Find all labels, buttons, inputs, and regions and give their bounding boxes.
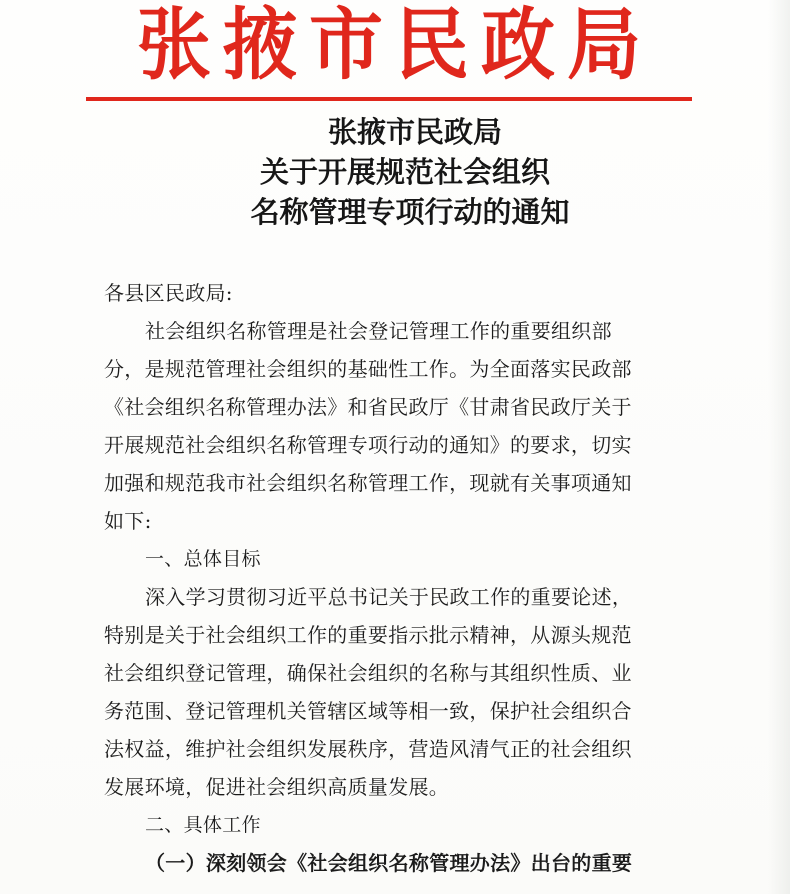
section-1-line-6: 发展环境，促进社会组织高质量发展。: [104, 775, 450, 799]
section-1-line-4: 务范围、登记管理机关管辖区域等相一致，保护社会组织合: [104, 699, 632, 723]
section-1-heading: 一、总体目标: [145, 548, 261, 570]
section-1-line-1: 深入学习贯彻习近平总书记关于民政工作的重要论述，: [145, 585, 633, 609]
section-2-subheading-1: （一）深刻领会《社会组织名称管理办法》出台的重要: [145, 851, 633, 875]
red-divider-line: [86, 97, 692, 101]
red-masthead: 张掖市民政局: [137, 0, 653, 91]
intro-line-1: 社会组织名称管理是社会登记管理工作的重要组织部: [145, 319, 612, 343]
intro-line-6: 如下:: [104, 509, 152, 533]
section-1-line-2: 特别是关于社会组织工作的重要指示批示精神，从源头规范: [104, 623, 632, 647]
title-line-2: 关于开展规范社会组织: [259, 155, 550, 189]
document-title: [0, 112, 790, 232]
intro-paragraph: [104, 312, 664, 540]
intro-line-4: 开展规范社会组织名称管理专项行动的通知》的要求，切实: [104, 433, 632, 457]
salutation: 各县区民政局:: [104, 281, 233, 305]
title-line-1: 张掖市民政局: [327, 115, 502, 149]
section-1-line-5: 法权益，维护社会组织发展秩序，营造风清气正的社会组织: [104, 737, 632, 761]
intro-line-3: 《社会组织名称管理办法》和省民政厅《甘肃省民政厅关于: [104, 395, 632, 419]
intro-line-5: 加强和规范我市社会组织名称管理工作，现就有关事项通知: [104, 471, 632, 495]
title-line-3: 名称管理专项行动的通知: [250, 195, 570, 229]
section-1-line-3: 社会组织登记管理，确保社会组织的名称与其组织性质、业: [104, 661, 632, 685]
intro-line-2: 分，是规范管理社会组织的基础性工作。为全面落实民政部: [104, 357, 632, 381]
section-1-paragraph: [104, 578, 664, 806]
section-2-heading: 二、具体工作: [145, 814, 261, 836]
document-body: [104, 274, 664, 882]
